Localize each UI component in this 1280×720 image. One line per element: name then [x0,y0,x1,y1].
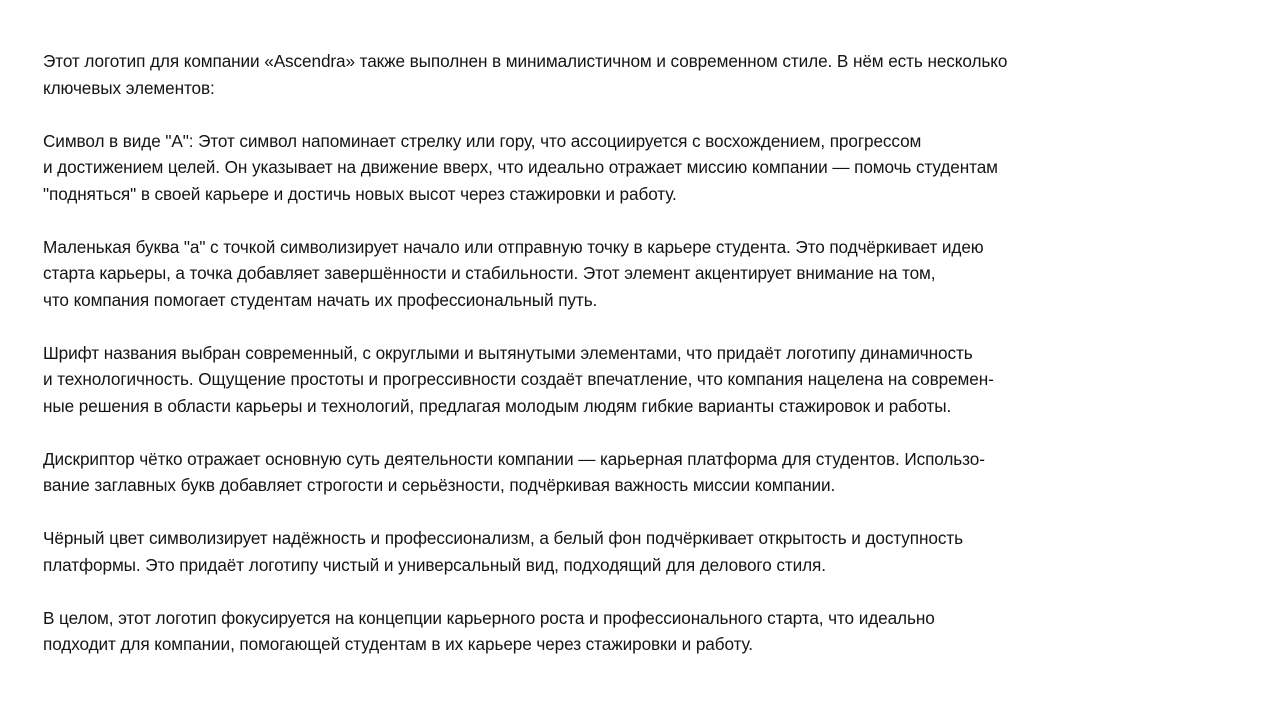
paragraph-line: и достижением целей. Он указывает на движение вверх, что идеально отражает миссию компании — помочь студентам [43,157,998,177]
paragraph-line: Дискриптор чётко отражает основную суть деятельности компании — карьерная платформа для студентов. Использо- [43,448,985,469]
paragraph-line: платформы. Это придаёт логотипу чистый и универсальный вид, подходящий для делового стиля. [43,554,826,575]
paragraph-descriptor [43,446,1243,499]
paragraph-symbol-a [43,128,1243,208]
paragraph-line: Символ в виде "A": Этот символ напоминает стрелку или гору, что ассоциируется с восхождением, прогрессом [43,130,922,151]
paragraph-conclusion [43,605,1243,658]
paragraph-line: и технологичность. Ощущение простоты и прогрессивности создаёт впечатление, что компания нацелена на современ- [43,369,994,389]
paragraph-line: ключевых элементов: [43,77,215,98]
paragraph-line: подходит для компании, помогающей студентам в их карьере через стажировки и работу. [43,634,753,654]
paragraph-intro [43,48,1243,101]
paragraph-line: Этот логотип для компании «Ascendra» также выполнен в минималистичном и современном стиле. В нём есть несколько [43,51,1008,71]
paragraph-line: ные решения в области карьеры и технологий, предлагая молодым людям гибкие варианты стажировок и работы. [43,395,952,416]
paragraph-line: Чёрный цвет символизирует надёжность и профессионализм, а белый фон подчёркивает открытость и доступность [43,528,963,548]
paragraph-line: "подняться" в своей карьере и достичь новых высот через стажировки и работу. [43,183,677,204]
paragraph-line: Маленькая буква "a" с точкой символизирует начало или отправную точку в карьере студента. Это подчёркивает идею [43,236,984,257]
paragraph-small-a [43,234,1243,314]
paragraph-line: старта карьеры, а точка добавляет завершённости и стабильности. Этот элемент акцентирует внимание на том, [43,263,936,283]
paragraph-line: что компания помогает студентам начать их профессиональный путь. [43,289,598,310]
paragraph-font [43,340,1243,420]
paragraph-line: вание заглавных букв добавляет строгости и серьёзности, подчёркивая важность миссии компании. [43,475,836,495]
paragraph-line: В целом, этот логотип фокусируется на концепции карьерного роста и профессионального старта, что идеально [43,607,935,628]
document-body [43,48,1243,684]
paragraph-colors [43,525,1243,578]
paragraph-line: Шрифт названия выбран современный, с округлыми и вытянутыми элементами, что придаёт логотипу динамичность [43,342,973,363]
